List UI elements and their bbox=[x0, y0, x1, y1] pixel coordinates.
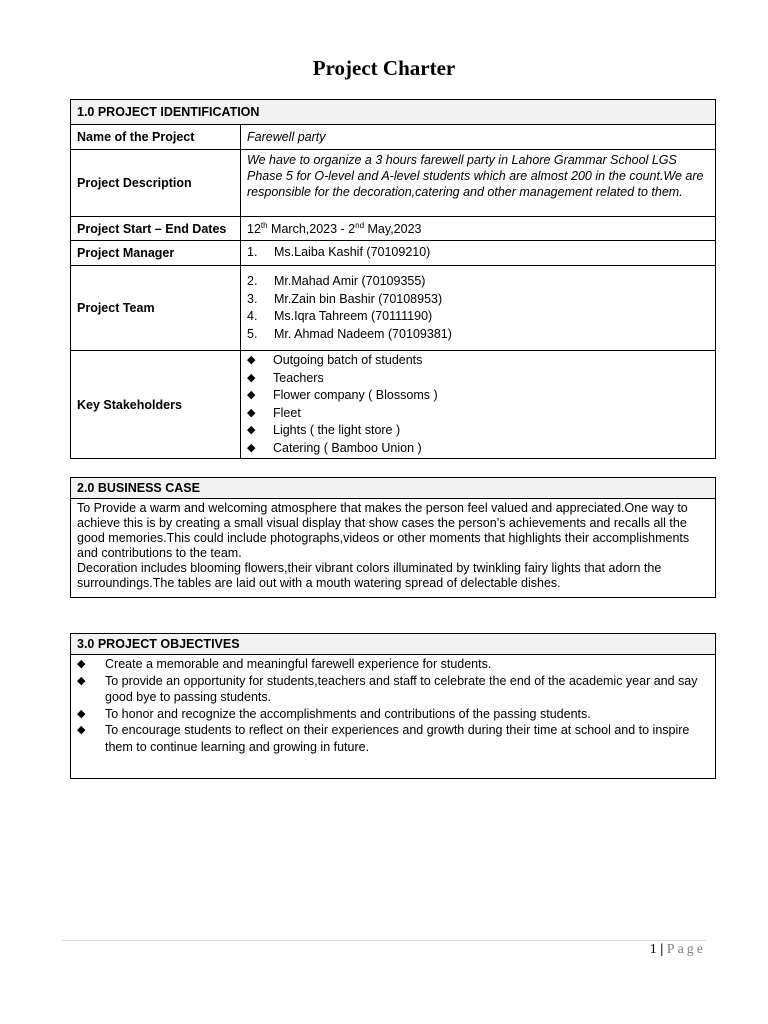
page-separator: | bbox=[660, 942, 664, 957]
list-item: 4. Ms.Iqra Tahreem (70111190) bbox=[247, 309, 433, 323]
section-header: 1.0 PROJECT IDENTIFICATION bbox=[71, 100, 716, 125]
stakeholders-value bbox=[241, 351, 716, 459]
diamond-bullet-icon: ◆ bbox=[77, 658, 86, 670]
document-title: Project Charter bbox=[312, 56, 456, 80]
list-item: ◆ To encourage students to reflect on their experiences and growth during their time at school and to inspire them to continue learning and growing in future. bbox=[77, 723, 690, 754]
page-footer bbox=[650, 942, 706, 958]
footer-divider bbox=[62, 940, 706, 941]
name-label: Name of the Project bbox=[71, 125, 241, 150]
section-header-row bbox=[71, 634, 716, 655]
list-item: ◆ To provide an opportunity for students,teachers and staff to celebrate the end of the academic year and say good bye to passing students. bbox=[77, 673, 698, 704]
list-item: ◆ Create a memorable and meaningful farewell experience for students. bbox=[77, 657, 492, 671]
list-item: ◆ To honor and recognize the accomplishments and contributions of the passing students. bbox=[77, 706, 591, 721]
section-header-row bbox=[71, 100, 716, 125]
page-number: 1 bbox=[649, 942, 657, 957]
table-row bbox=[71, 125, 716, 150]
diamond-bullet-icon: ◆ bbox=[247, 354, 256, 366]
list-item: 5. Mr. Ahmad Nadeem (70109381) bbox=[247, 326, 452, 341]
table-row bbox=[71, 241, 716, 266]
table-row bbox=[71, 150, 716, 217]
project-identification-table bbox=[70, 99, 716, 459]
table-row bbox=[71, 217, 716, 241]
table-row bbox=[71, 266, 716, 351]
section-header-row bbox=[71, 478, 716, 499]
section-header: 2.0 BUSINESS CASE bbox=[71, 478, 716, 499]
list-item: ◆ Outgoing batch of students bbox=[247, 352, 709, 370]
manager-label: Project Manager bbox=[71, 241, 241, 266]
page-label: Page bbox=[666, 942, 706, 957]
list-item: ◆ Fleet bbox=[247, 405, 709, 423]
table-row bbox=[71, 499, 716, 598]
diamond-bullet-icon: ◆ bbox=[247, 406, 256, 419]
table-row bbox=[71, 351, 716, 459]
dates-value: 12th March,2023 - 2nd May,2023 bbox=[241, 217, 716, 241]
table-row bbox=[71, 655, 716, 779]
objectives-list-cell bbox=[71, 655, 716, 779]
list-item: ◆ Teachers bbox=[247, 370, 709, 388]
diamond-bullet-icon: ◆ bbox=[247, 441, 256, 454]
business-case-table bbox=[70, 477, 716, 598]
list-item: ◆ Catering ( Bamboo Union ) bbox=[247, 440, 709, 458]
list-item: 1. Ms.Laiba Kashif (70109210) bbox=[247, 245, 431, 260]
diamond-bullet-icon: ◆ bbox=[77, 707, 86, 720]
business-case-text: To Provide a warm and welcoming atmosphere that makes the person feel valued and appreciated.One way to achieve this is by creating a small visual display that show cases the person’s achievements and recalls all the good memories.This could include photographs,videos or other moments that highlights their accomplishments and contributions to the team. Decoration includes blooming flowers,their vibrant colors illuminated by twinkling fairy lights that adorn the surroundings.The tables are laid out with a mouth watering spread of delectable dishes. bbox=[71, 499, 716, 598]
list-item: 3. Mr.Zain bin Bashir (70108953) bbox=[247, 291, 443, 306]
team-value bbox=[241, 266, 716, 351]
project-description-value: We have to organize a 3 hours farewell party in Lahore Grammar School LGS Phase 5 for O-level and A-level students which are almost 200 in the count.We are responsible for the decoration,catering and other management related to them. bbox=[241, 150, 716, 217]
manager-value bbox=[241, 241, 716, 266]
team-label: Project Team bbox=[71, 266, 241, 351]
project-name-value: Farewell party bbox=[241, 125, 716, 150]
diamond-bullet-icon: ◆ bbox=[77, 674, 86, 687]
diamond-bullet-icon: ◆ bbox=[247, 424, 256, 436]
diamond-bullet-icon: ◆ bbox=[247, 371, 256, 384]
dates-label: Project Start – End Dates bbox=[71, 217, 241, 241]
section-header: 3.0 PROJECT OBJECTIVES bbox=[71, 634, 716, 655]
diamond-bullet-icon: ◆ bbox=[247, 389, 256, 401]
project-objectives-table bbox=[70, 633, 716, 779]
description-label: Project Description bbox=[71, 150, 241, 217]
list-item: ◆ Flower company ( Blossoms ) bbox=[247, 387, 709, 405]
stakeholders-label: Key Stakeholders bbox=[71, 351, 241, 459]
diamond-bullet-icon: ◆ bbox=[77, 724, 86, 736]
list-item: ◆ Lights ( the light store ) bbox=[247, 422, 709, 440]
list-item: 2. Mr.Mahad Amir (70109355) bbox=[247, 274, 426, 288]
